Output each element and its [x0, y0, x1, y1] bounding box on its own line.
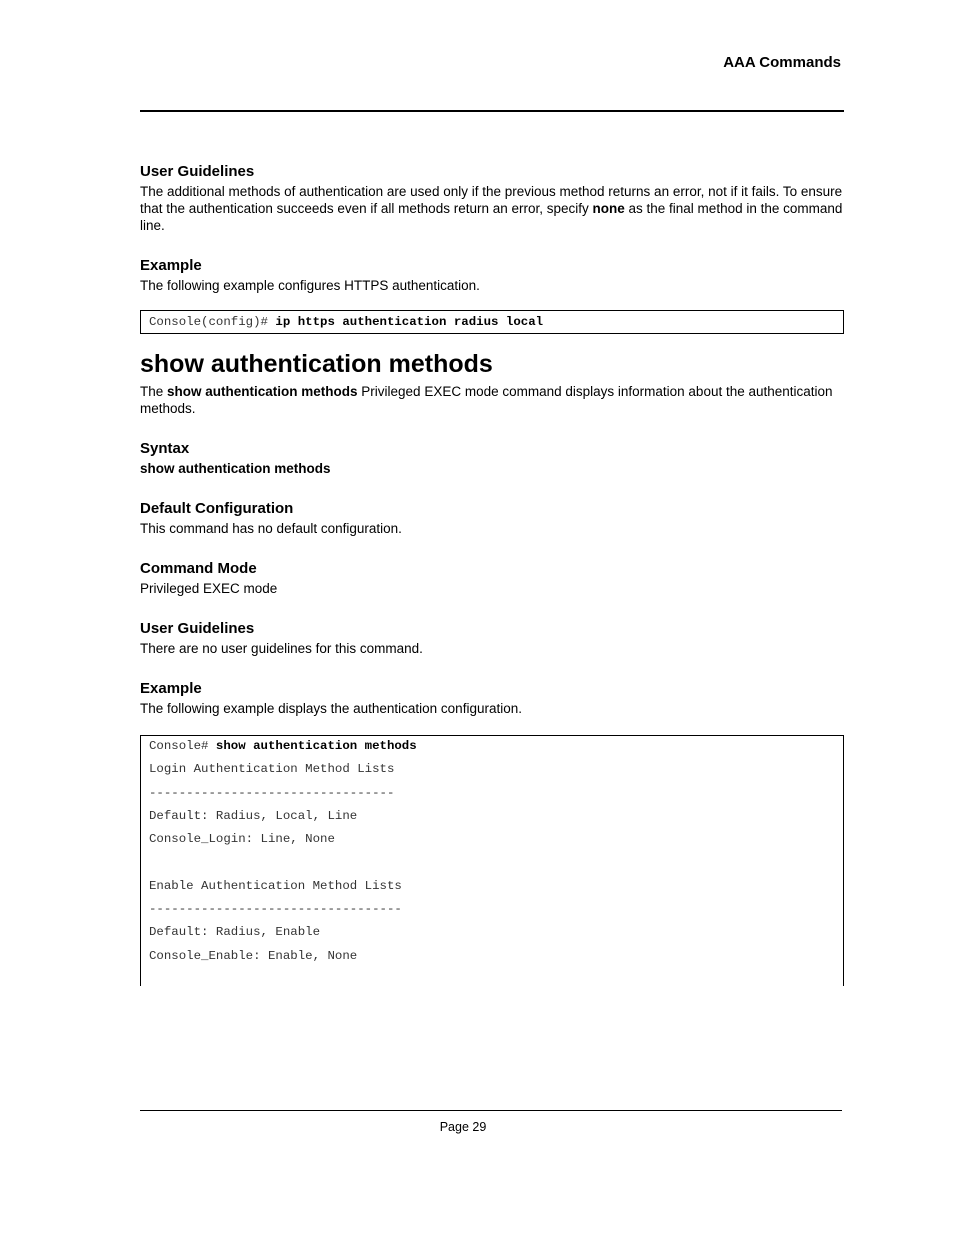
guidelines-paragraph — [140, 183, 844, 234]
code-line: --------------------------------- — [149, 785, 395, 800]
example-section-2 — [140, 679, 844, 986]
page-number: Page 29 — [439, 1120, 487, 1134]
footer-divider — [140, 1110, 842, 1111]
default-config-section — [140, 499, 844, 537]
code-command: show authentication methods — [215, 739, 417, 753]
running-header: AAA Commands — [723, 54, 841, 71]
code-line: Enable Authentication Method Lists — [149, 878, 402, 893]
code-line: Console_Login: Line, None — [149, 832, 335, 847]
intro-paragraph — [140, 383, 844, 417]
text-run: Privileged EXEC mode command displays information about the authentication methods. — [140, 384, 833, 416]
code-command: ip https authentication radius local — [275, 315, 544, 329]
keyword-none: none — [592, 201, 625, 216]
syntax-section — [140, 439, 844, 477]
text-run: as the final method in the command line. — [140, 201, 843, 233]
command-title: show authentication methods — [140, 350, 493, 378]
code-line: Default: Radius, Local, Line — [149, 808, 358, 823]
default-text: This command has no default configuration. — [140, 521, 402, 536]
section-heading: Command Mode — [140, 560, 257, 577]
example-section — [140, 256, 844, 334]
code-line: Login Authentication Method Lists — [149, 762, 395, 777]
command-intro — [140, 383, 844, 417]
code-line: Default: Radius, Enable — [149, 925, 321, 940]
section-heading: Example — [140, 257, 202, 274]
command-mode-section — [140, 559, 844, 597]
text-run: The additional methods of authentication are used only if the previous method returns an error, not if it fails. To ensure that the authentication succeeds even if all methods return an error, specify — [140, 184, 843, 216]
user-guidelines-section-2 — [140, 619, 844, 657]
page-content — [140, 162, 844, 986]
text-run: The — [140, 384, 168, 399]
section-heading: Syntax — [140, 440, 190, 457]
code-output-box — [140, 735, 844, 986]
code-line: ---------------------------------- — [149, 902, 402, 917]
guidelines-text: There are no user guidelines for this command. — [140, 641, 423, 656]
mode-text: Privileged EXEC mode — [140, 581, 278, 596]
command-name: show authentication methods — [167, 384, 358, 399]
section-heading: Example — [140, 680, 202, 697]
section-heading: Default Configuration — [140, 500, 294, 517]
code-prompt: Console# — [149, 739, 216, 753]
section-heading: User Guidelines — [140, 620, 255, 637]
code-line — [149, 853, 835, 876]
code-line — [149, 737, 835, 760]
code-example-box — [140, 310, 844, 334]
header-divider — [140, 110, 844, 112]
user-guidelines-section — [140, 162, 844, 234]
syntax-text: show authentication methods — [140, 461, 331, 476]
code-line: Console_Enable: Enable, None — [149, 948, 358, 963]
example-paragraph: The following example displays the authentication configuration. — [140, 701, 522, 716]
example-paragraph: The following example configures HTTPS authentication. — [140, 278, 480, 293]
code-prompt: Console(config)# — [149, 315, 276, 329]
section-heading: User Guidelines — [140, 163, 255, 180]
